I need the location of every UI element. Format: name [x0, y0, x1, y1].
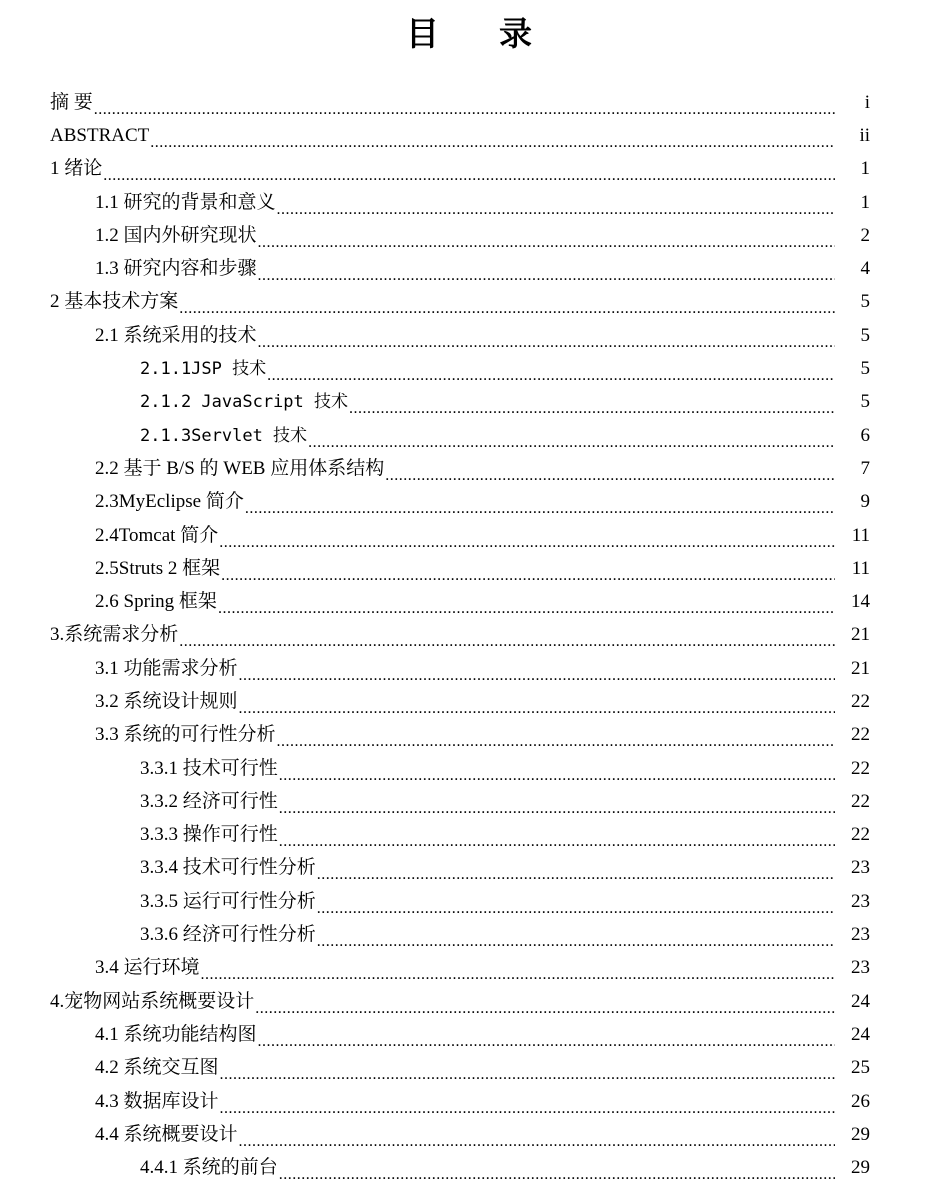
toc-entry-page-number: 5 [860, 391, 870, 413]
toc-dot-leader [239, 663, 835, 683]
toc-entry[interactable] [0, 219, 938, 252]
toc-dot-leader [179, 629, 835, 649]
toc-entry-label: 摘 要 [50, 91, 93, 113]
toc-dot-leader [255, 996, 835, 1016]
toc-entry-page-number: 26 [851, 1090, 870, 1112]
toc-entry-page-number: 24 [851, 990, 870, 1012]
toc-dot-leader [277, 729, 835, 749]
toc-entry-page-number: 21 [851, 624, 870, 646]
toc-dot-leader [317, 862, 835, 882]
toc-entry[interactable] [0, 452, 938, 485]
toc-entry[interactable] [0, 1018, 938, 1051]
toc-entry[interactable] [0, 252, 938, 285]
toc-dot-leader [258, 230, 835, 250]
toc-entry[interactable] [0, 286, 938, 319]
toc-entry[interactable] [0, 153, 938, 186]
toc-entry-page-number: 23 [851, 857, 870, 879]
table-of-contents [0, 86, 938, 1185]
toc-dot-leader [317, 896, 835, 916]
toc-entry-page-number: 22 [851, 724, 870, 746]
toc-entry[interactable] [0, 785, 938, 818]
toc-dot-leader [150, 130, 835, 150]
toc-entry-page-number: 1 [860, 191, 870, 213]
toc-entry[interactable] [0, 719, 938, 752]
toc-entry-label: 1.2 国内外研究现状 [95, 224, 257, 246]
toc-entry-label: 3.4 运行环境 [95, 957, 200, 979]
toc-entry-label: 3.3.3 操作可行性 [140, 824, 278, 846]
toc-entry-label: 3.3.4 技术可行性分析 [140, 857, 316, 879]
toc-entry-page-number: 5 [860, 358, 870, 380]
toc-entry-label: 3.1 功能需求分析 [95, 657, 238, 679]
toc-dot-leader [279, 829, 835, 849]
toc-entry-label: 3.系统需求分析 [50, 624, 179, 646]
toc-entry[interactable] [0, 119, 938, 152]
toc-entry-page-number: 5 [860, 324, 870, 346]
toc-entry[interactable] [0, 552, 938, 585]
toc-entry[interactable] [0, 819, 938, 852]
toc-entry-page-number: 11 [851, 557, 870, 579]
page-title [0, 12, 938, 56]
toc-entry-page-number: 29 [851, 1157, 870, 1179]
toc-entry[interactable] [0, 86, 938, 119]
toc-entry-label: 2.3MyEclipse 简介 [95, 491, 244, 513]
toc-dot-leader [258, 263, 835, 283]
toc-entry[interactable] [0, 352, 938, 385]
title-char-1: 目 [406, 14, 439, 53]
toc-entry-label: 2.1.1JSP 技术 [140, 359, 267, 380]
toc-entry-page-number: 11 [851, 524, 870, 546]
toc-dot-leader [239, 1129, 835, 1149]
toc-entry-label: 2.5Struts 2 框架 [95, 557, 221, 579]
toc-entry-label: 4.宠物网站系统概要设计 [50, 990, 255, 1012]
toc-entry[interactable] [0, 585, 938, 618]
toc-entry-label: 3.3.5 运行可行性分析 [140, 890, 316, 912]
toc-dot-leader [221, 563, 835, 583]
toc-entry-label: ABSTRACT [50, 124, 150, 146]
toc-entry-page-number: 14 [851, 591, 870, 613]
toc-dot-leader [279, 796, 835, 816]
toc-entry-page-number: 25 [851, 1057, 870, 1079]
toc-dot-leader [179, 296, 835, 316]
toc-entry-label: 4.1 系统功能结构图 [95, 1023, 257, 1045]
toc-dot-leader [267, 363, 835, 383]
toc-dot-leader [94, 97, 835, 117]
toc-entry-page-number: 23 [851, 957, 870, 979]
toc-entry-page-number: 22 [851, 690, 870, 712]
toc-entry[interactable] [0, 652, 938, 685]
toc-entry-label: 4.2 系统交互图 [95, 1057, 219, 1079]
toc-entry-page-number: 22 [851, 824, 870, 846]
toc-dot-leader [219, 530, 835, 550]
toc-entry[interactable] [0, 419, 938, 452]
toc-entry-label: 3.3 系统的可行性分析 [95, 724, 276, 746]
toc-entry-label: 2.2 基于 B/S 的 WEB 应用体系结构 [95, 457, 385, 479]
toc-entry-label: 3.3.2 经济可行性 [140, 790, 278, 812]
toc-dot-leader [385, 463, 835, 483]
toc-dot-leader [277, 197, 835, 217]
toc-dot-leader [239, 696, 835, 716]
toc-entry-page-number: 23 [851, 890, 870, 912]
toc-entry-page-number: 22 [851, 757, 870, 779]
toc-entry-label: 1.1 研究的背景和意义 [95, 191, 276, 213]
title-char-2: 录 [499, 14, 532, 53]
toc-entry[interactable] [0, 852, 938, 885]
toc-entry-page-number: 22 [851, 790, 870, 812]
toc-entry-label: 2.1.3Servlet 技术 [140, 425, 308, 446]
toc-dot-leader [258, 1029, 835, 1049]
toc-dot-leader [279, 1162, 835, 1182]
toc-entry[interactable] [0, 952, 938, 985]
toc-entry-label: 2.4Tomcat 简介 [95, 524, 219, 546]
toc-dot-leader [220, 1062, 835, 1082]
toc-entry[interactable] [0, 1118, 938, 1151]
toc-dot-leader [220, 1096, 835, 1116]
toc-entry[interactable] [0, 186, 938, 219]
toc-dot-leader [349, 396, 835, 416]
toc-entry-label: 4.4.1 系统的前台 [140, 1157, 278, 1179]
toc-entry-page-number: 1 [860, 158, 870, 180]
toc-dot-leader [218, 596, 835, 616]
toc-entry[interactable] [0, 319, 938, 352]
toc-entry[interactable] [0, 685, 938, 718]
toc-entry[interactable] [0, 1152, 938, 1185]
toc-entry-page-number: 29 [851, 1123, 870, 1145]
toc-entry[interactable] [0, 519, 938, 552]
toc-dot-leader [201, 962, 835, 982]
toc-entry-label: 2.1.2 JavaScript 技术 [140, 392, 348, 413]
toc-entry[interactable] [0, 985, 938, 1018]
toc-entry-page-number: 6 [860, 424, 870, 446]
toc-entry[interactable] [0, 918, 938, 951]
toc-dot-leader [279, 763, 835, 783]
toc-entry-page-number: 7 [860, 457, 870, 479]
toc-entry-label: 1 绪论 [50, 158, 103, 180]
toc-entry-page-number: ii [859, 124, 870, 146]
toc-entry-page-number: 24 [851, 1023, 870, 1045]
toc-entry-label: 2.1 系统采用的技术 [95, 324, 257, 346]
toc-entry-page-number: 4 [860, 258, 870, 280]
toc-entry-page-number: 21 [851, 657, 870, 679]
toc-entry-label: 4.4 系统概要设计 [95, 1123, 238, 1145]
toc-entry-page-number: 5 [860, 291, 870, 313]
toc-dot-leader [245, 496, 835, 516]
toc-dot-leader [317, 929, 835, 949]
toc-entry-page-number: 2 [860, 224, 870, 246]
toc-entry-label: 3.2 系统设计规则 [95, 690, 238, 712]
toc-entry-label: 3.3.6 经济可行性分析 [140, 924, 316, 946]
toc-entry-label: 2 基本技术方案 [50, 291, 179, 313]
toc-dot-leader [258, 330, 835, 350]
toc-entry[interactable] [0, 1052, 938, 1085]
toc-entry[interactable] [0, 386, 938, 419]
toc-entry-page-number: 9 [860, 491, 870, 513]
toc-entry-label: 1.3 研究内容和步骤 [95, 258, 257, 280]
toc-entry-label: 3.3.1 技术可行性 [140, 757, 278, 779]
toc-entry[interactable] [0, 1085, 938, 1118]
toc-entry-label: 2.6 Spring 框架 [95, 591, 217, 613]
toc-entry[interactable] [0, 486, 938, 519]
toc-entry[interactable] [0, 619, 938, 652]
toc-entry-page-number: i [864, 91, 870, 113]
toc-dot-leader [103, 163, 835, 183]
toc-entry-page-number: 23 [851, 924, 870, 946]
toc-entry[interactable] [0, 885, 938, 918]
toc-entry[interactable] [0, 752, 938, 785]
toc-entry-label: 4.3 数据库设计 [95, 1090, 219, 1112]
toc-dot-leader [308, 430, 835, 450]
